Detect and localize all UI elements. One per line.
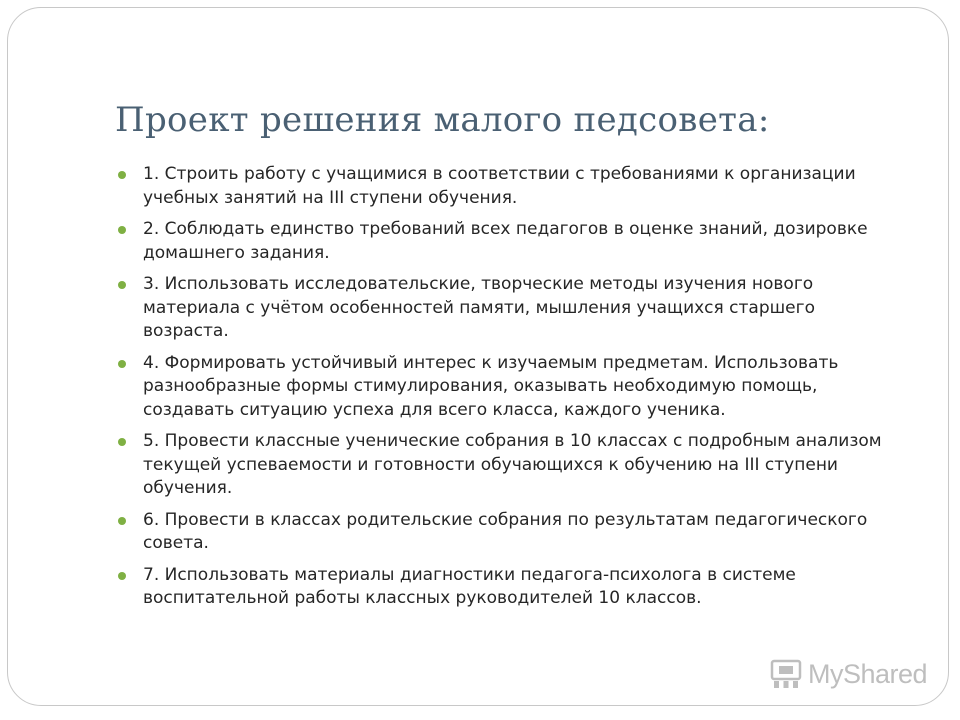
list-item <box>115 564 905 611</box>
bullet-dot-icon <box>118 360 126 368</box>
bullet-dot-icon <box>118 171 126 179</box>
bullet-dot-icon <box>118 572 126 580</box>
bullet-dot-icon <box>118 517 126 525</box>
list-item-text: 4. Формировать устойчивый интерес к изучаемым предметам. Использовать разнообразные формы стимулирования, оказывать необходимую помощь, создавать ситуацию успеха для всего класса, каждого ученика. <box>143 352 839 420</box>
slide <box>7 7 949 706</box>
watermark-text: MyShared <box>808 658 928 689</box>
list-item <box>115 509 905 556</box>
list-item <box>115 273 905 344</box>
list-item-text: 5. Провести классные ученические собрания в 10 классах с подробным анализом текущей успеваемости и готовности обучающихся к обучению на III ступени обучения. <box>143 431 882 498</box>
bullet-list <box>115 163 905 619</box>
list-item <box>115 218 905 265</box>
list-item <box>115 163 905 210</box>
list-item-text: 1. Строить работу с учащимися в соответствии с требованиями к организации учебных занятий на III ступени обучения. <box>143 164 856 208</box>
list-item-text: 7. Использовать материалы диагностики педагога-психолога в системе воспитательной работы классных руководителей 10 классов. <box>143 564 796 608</box>
slide-title: Проект решения малого педсовета: <box>115 100 770 140</box>
list-item <box>115 430 905 501</box>
classroom-icon <box>770 658 802 690</box>
list-item <box>115 352 905 423</box>
watermark-logo <box>770 656 927 692</box>
list-item-text: 6. Провести в классах родительские собрания по результатам педагогического совета. <box>143 509 868 553</box>
bullet-dot-icon <box>118 226 126 234</box>
list-item-text: 3. Использовать исследовательские, творческие методы изучения нового материала с учётом особенностей памяти, мышления учащихся старшего возраста. <box>143 274 815 341</box>
list-item-text: 2. Соблюдать единство требований всех педагогов в оценке знаний, дозировке домашнего задания. <box>143 219 868 263</box>
bullet-dot-icon <box>118 281 126 289</box>
bullet-dot-icon <box>118 438 126 446</box>
